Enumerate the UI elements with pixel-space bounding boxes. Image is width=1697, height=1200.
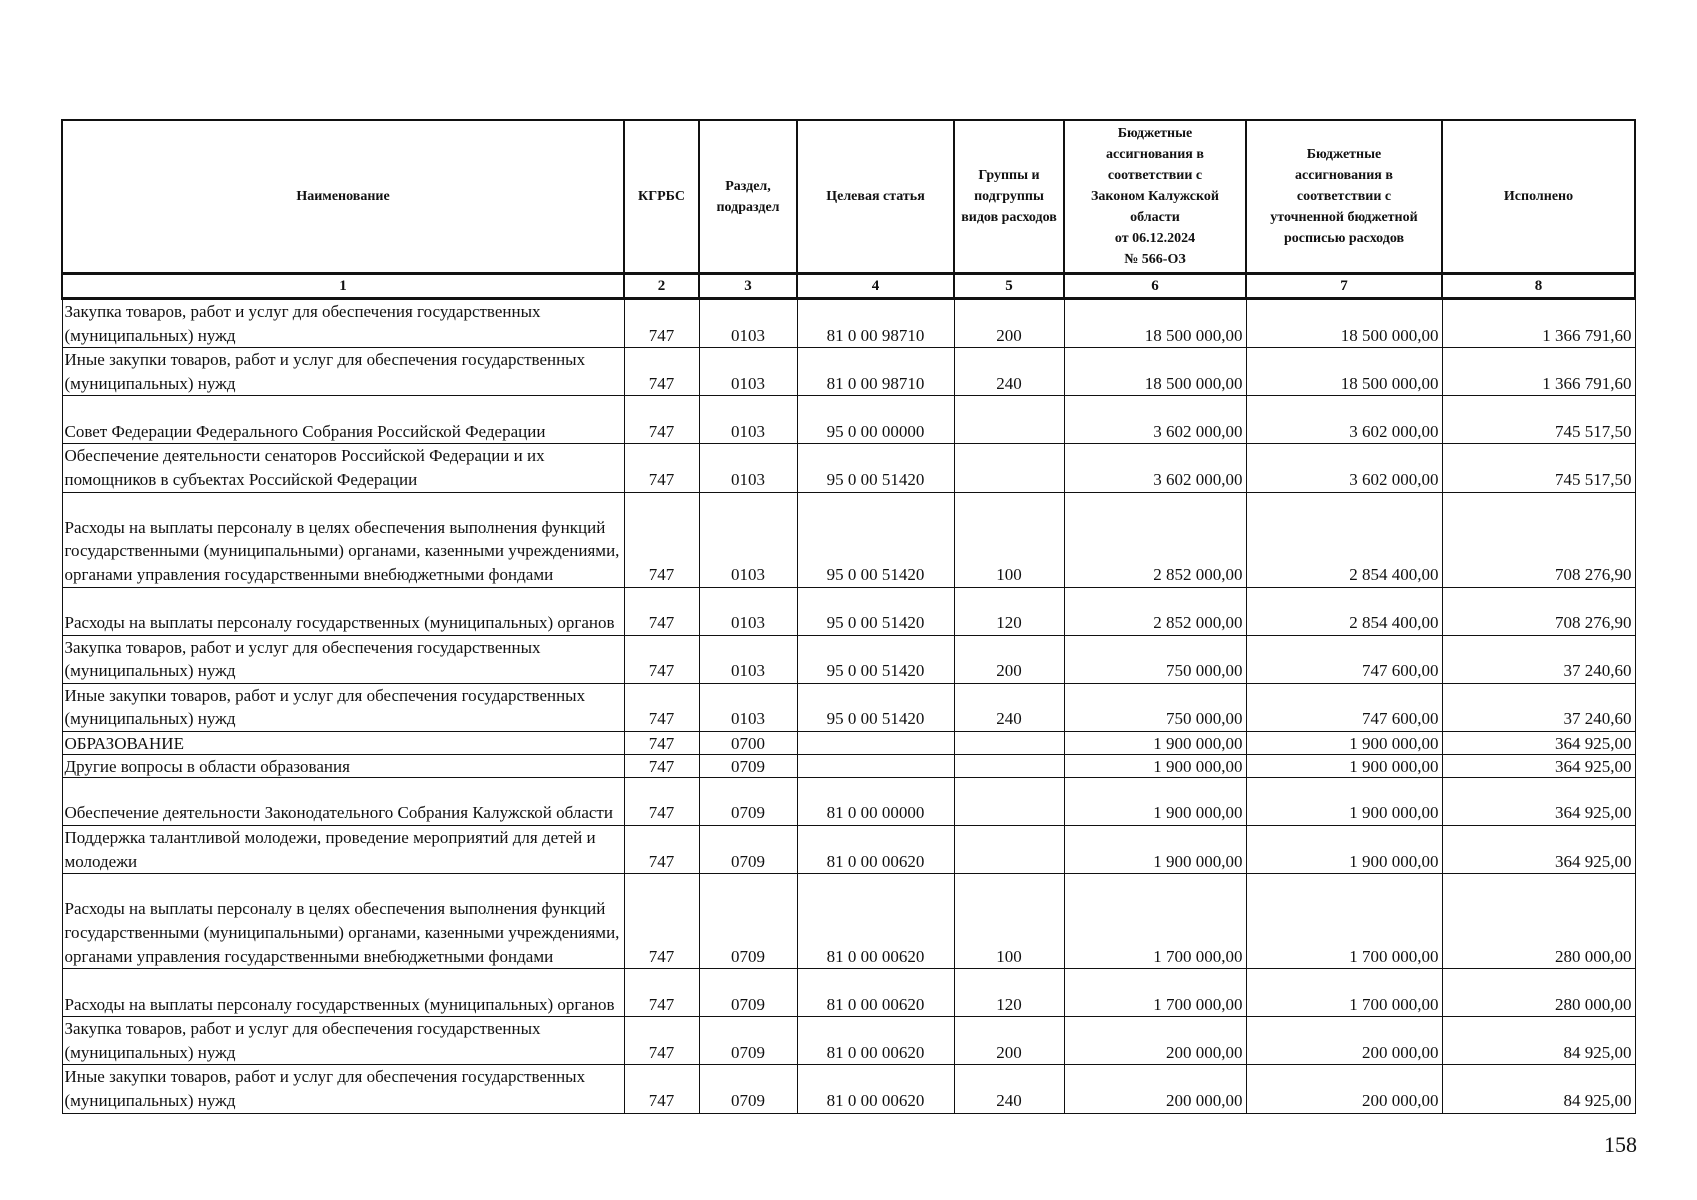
cell-law: 1 700 000,00 — [1064, 969, 1246, 1017]
cell-section: 0103 — [699, 683, 797, 731]
cell-roster: 200 000,00 — [1246, 1017, 1442, 1065]
cell-group — [954, 731, 1064, 754]
header-roster-line: соответствии с — [1296, 189, 1392, 204]
cell-group — [954, 754, 1064, 777]
cell-group: 240 — [954, 1065, 1064, 1113]
cell-law: 3 602 000,00 — [1064, 444, 1246, 492]
cell-law: 1 900 000,00 — [1064, 731, 1246, 754]
cell-name: Закупка товаров, работ и услуг для обеспечения государственных (муниципальных) нужд — [62, 635, 624, 683]
cell-law: 200 000,00 — [1064, 1065, 1246, 1113]
cell-executed: 745 517,50 — [1442, 444, 1635, 492]
table-row — [62, 825, 1635, 873]
table-row — [62, 396, 1635, 444]
cell-group — [954, 444, 1064, 492]
cell-target: 81 0 00 00000 — [797, 777, 954, 825]
cell-target: 95 0 00 00000 — [797, 396, 954, 444]
cell-name: Иные закупки товаров, работ и услуг для обеспечения государственных (муниципальных) нужд — [62, 348, 624, 396]
cell-executed: 1 366 791,60 — [1442, 299, 1635, 348]
cell-section: 0700 — [699, 731, 797, 754]
table-row — [62, 492, 1635, 587]
cell-target: 81 0 00 98710 — [797, 299, 954, 348]
cell-name: Обеспечение деятельности сенаторов Российской Федерации и их помощников в субъектах Российской Федерации — [62, 444, 624, 492]
cell-section: 0103 — [699, 492, 797, 587]
column-number: 8 — [1442, 274, 1635, 299]
cell-name: Закупка товаров, работ и услуг для обеспечения государственных (муниципальных) нужд — [62, 1017, 624, 1065]
cell-executed: 280 000,00 — [1442, 874, 1635, 969]
cell-section: 0709 — [699, 1065, 797, 1113]
cell-kgrbs: 747 — [624, 444, 699, 492]
cell-law: 2 852 000,00 — [1064, 492, 1246, 587]
cell-name: Иные закупки товаров, работ и услуг для обеспечения государственных (муниципальных) нужд — [62, 1065, 624, 1113]
cell-executed: 364 925,00 — [1442, 825, 1635, 873]
table-row — [62, 683, 1635, 731]
cell-kgrbs: 747 — [624, 1017, 699, 1065]
cell-roster: 1 700 000,00 — [1246, 969, 1442, 1017]
cell-name: Другие вопросы в области образования — [62, 754, 624, 777]
table-body — [62, 299, 1635, 1114]
cell-name: ОБРАЗОВАНИЕ — [62, 731, 624, 754]
cell-target: 95 0 00 51420 — [797, 492, 954, 587]
table-row — [62, 731, 1635, 754]
cell-law: 1 900 000,00 — [1064, 754, 1246, 777]
cell-group: 120 — [954, 969, 1064, 1017]
cell-kgrbs: 747 — [624, 299, 699, 348]
budget-table — [61, 119, 1636, 1114]
table-row — [62, 969, 1635, 1017]
cell-kgrbs: 747 — [624, 348, 699, 396]
cell-section: 0103 — [699, 587, 797, 635]
cell-group: 200 — [954, 299, 1064, 348]
cell-group: 120 — [954, 587, 1064, 635]
cell-name: Расходы на выплаты персоналу государственных (муниципальных) органов — [62, 587, 624, 635]
table-row — [62, 635, 1635, 683]
cell-kgrbs: 747 — [624, 754, 699, 777]
table-row — [62, 777, 1635, 825]
header-executed: Исполнено — [1442, 120, 1635, 274]
cell-executed: 84 925,00 — [1442, 1017, 1635, 1065]
header-group: Группы и подгруппы видов расходов — [954, 120, 1064, 274]
cell-law: 1 900 000,00 — [1064, 825, 1246, 873]
cell-executed: 745 517,50 — [1442, 396, 1635, 444]
table-row — [62, 754, 1635, 777]
header-roster-allocations — [1246, 120, 1442, 274]
header-name: Наименование — [62, 120, 624, 274]
column-number: 3 — [699, 274, 797, 299]
cell-target: 95 0 00 51420 — [797, 587, 954, 635]
cell-target: 95 0 00 51420 — [797, 635, 954, 683]
cell-roster: 1 700 000,00 — [1246, 874, 1442, 969]
table-row — [62, 874, 1635, 969]
cell-kgrbs: 747 — [624, 825, 699, 873]
cell-target: 81 0 00 00620 — [797, 825, 954, 873]
cell-name: Обеспечение деятельности Законодательного Собрания Калужской области — [62, 777, 624, 825]
cell-name: Совет Федерации Федерального Собрания Российской Федерации — [62, 396, 624, 444]
cell-name: Иные закупки товаров, работ и услуг для обеспечения государственных (муниципальных) нужд — [62, 683, 624, 731]
cell-name: Закупка товаров, работ и услуг для обеспечения государственных (муниципальных) нужд — [62, 299, 624, 348]
header-roster-line: ассигнования в — [1295, 168, 1393, 183]
cell-group: 100 — [954, 492, 1064, 587]
cell-section: 0709 — [699, 969, 797, 1017]
cell-kgrbs: 747 — [624, 874, 699, 969]
cell-roster: 1 900 000,00 — [1246, 777, 1442, 825]
cell-section: 0103 — [699, 444, 797, 492]
cell-law: 750 000,00 — [1064, 635, 1246, 683]
cell-roster: 2 854 400,00 — [1246, 492, 1442, 587]
cell-law: 1 900 000,00 — [1064, 777, 1246, 825]
header-roster-line: уточненной бюджетной — [1270, 210, 1418, 225]
table-row — [62, 1065, 1635, 1113]
cell-target: 81 0 00 00620 — [797, 874, 954, 969]
cell-target: 81 0 00 00620 — [797, 1065, 954, 1113]
cell-kgrbs: 747 — [624, 396, 699, 444]
cell-roster: 1 900 000,00 — [1246, 825, 1442, 873]
cell-roster: 18 500 000,00 — [1246, 299, 1442, 348]
cell-target: 95 0 00 51420 — [797, 683, 954, 731]
cell-executed: 280 000,00 — [1442, 969, 1635, 1017]
cell-kgrbs: 747 — [624, 683, 699, 731]
cell-kgrbs: 747 — [624, 777, 699, 825]
cell-roster: 1 900 000,00 — [1246, 731, 1442, 754]
table-row — [62, 299, 1635, 348]
cell-section: 0709 — [699, 777, 797, 825]
cell-roster: 747 600,00 — [1246, 683, 1442, 731]
cell-executed: 364 925,00 — [1442, 754, 1635, 777]
cell-section: 0709 — [699, 754, 797, 777]
cell-kgrbs: 747 — [624, 1065, 699, 1113]
cell-kgrbs: 747 — [624, 587, 699, 635]
cell-name: Расходы на выплаты персоналу в целях обеспечения выполнения функций государственными (муниципальными) органами, казенными учреждениями, органами управления государственными внебюджетными фондами — [62, 492, 624, 587]
header-law-line: соответствии с — [1107, 168, 1203, 183]
cell-section: 0103 — [699, 396, 797, 444]
column-number: 6 — [1064, 274, 1246, 299]
table-row — [62, 444, 1635, 492]
cell-group — [954, 777, 1064, 825]
header-law-line: области — [1130, 210, 1180, 225]
cell-executed: 364 925,00 — [1442, 731, 1635, 754]
cell-executed: 37 240,60 — [1442, 683, 1635, 731]
table-header — [62, 120, 1635, 299]
cell-law: 18 500 000,00 — [1064, 299, 1246, 348]
cell-executed: 708 276,90 — [1442, 492, 1635, 587]
cell-target: 95 0 00 51420 — [797, 444, 954, 492]
cell-section: 0103 — [699, 299, 797, 348]
cell-section: 0709 — [699, 1017, 797, 1065]
cell-roster: 18 500 000,00 — [1246, 348, 1442, 396]
cell-executed: 84 925,00 — [1442, 1065, 1635, 1113]
cell-target — [797, 754, 954, 777]
cell-kgrbs: 747 — [624, 635, 699, 683]
cell-group: 200 — [954, 635, 1064, 683]
cell-name: Расходы на выплаты персоналу в целях обеспечения выполнения функций государственными (муниципальными) органами, казенными учреждениями, органами управления государственными внебюджетными фондами — [62, 874, 624, 969]
cell-roster: 747 600,00 — [1246, 635, 1442, 683]
header-law-line: Бюджетные — [1117, 126, 1193, 141]
cell-law: 3 602 000,00 — [1064, 396, 1246, 444]
cell-executed: 1 366 791,60 — [1442, 348, 1635, 396]
header-kgrbs: КГРБС — [624, 120, 699, 274]
cell-roster: 200 000,00 — [1246, 1065, 1442, 1113]
column-number: 7 — [1246, 274, 1442, 299]
column-number-row — [62, 274, 1635, 299]
cell-target: 81 0 00 98710 — [797, 348, 954, 396]
header-row — [62, 120, 1635, 274]
cell-name: Поддержка талантливой молодежи, проведение мероприятий для детей и молодежи — [62, 825, 624, 873]
cell-group: 200 — [954, 1017, 1064, 1065]
cell-section: 0709 — [699, 825, 797, 873]
header-section: Раздел, подраздел — [699, 120, 797, 274]
table-row — [62, 587, 1635, 635]
column-number: 4 — [797, 274, 954, 299]
header-target: Целевая статья — [797, 120, 954, 274]
column-number: 1 — [62, 274, 624, 299]
cell-roster: 1 900 000,00 — [1246, 754, 1442, 777]
cell-law: 200 000,00 — [1064, 1017, 1246, 1065]
cell-law: 750 000,00 — [1064, 683, 1246, 731]
table-row — [62, 348, 1635, 396]
cell-target — [797, 731, 954, 754]
header-law-allocations — [1064, 120, 1246, 274]
cell-kgrbs: 747 — [624, 492, 699, 587]
cell-group: 240 — [954, 683, 1064, 731]
cell-law: 18 500 000,00 — [1064, 348, 1246, 396]
cell-group: 100 — [954, 874, 1064, 969]
cell-law: 2 852 000,00 — [1064, 587, 1246, 635]
cell-kgrbs: 747 — [624, 731, 699, 754]
cell-group: 240 — [954, 348, 1064, 396]
cell-group — [954, 396, 1064, 444]
cell-section: 0103 — [699, 348, 797, 396]
cell-roster: 3 602 000,00 — [1246, 444, 1442, 492]
column-number: 5 — [954, 274, 1064, 299]
header-roster-line: росписью расходов — [1283, 231, 1405, 246]
cell-group — [954, 825, 1064, 873]
cell-executed: 364 925,00 — [1442, 777, 1635, 825]
header-law-line: от 06.12.2024 — [1114, 231, 1196, 246]
column-number: 2 — [624, 274, 699, 299]
cell-law: 1 700 000,00 — [1064, 874, 1246, 969]
header-law-line: Законом Калужской — [1091, 189, 1219, 204]
cell-section: 0103 — [699, 635, 797, 683]
cell-target: 81 0 00 00620 — [797, 969, 954, 1017]
cell-executed: 708 276,90 — [1442, 587, 1635, 635]
table-row — [62, 1017, 1635, 1065]
cell-roster: 3 602 000,00 — [1246, 396, 1442, 444]
page-number: 158 — [1604, 1132, 1637, 1157]
cell-executed: 37 240,60 — [1442, 635, 1635, 683]
cell-name: Расходы на выплаты персоналу государственных (муниципальных) органов — [62, 969, 624, 1017]
header-law-line: ассигнования в — [1106, 147, 1204, 162]
cell-target: 81 0 00 00620 — [797, 1017, 954, 1065]
cell-section: 0709 — [699, 874, 797, 969]
cell-roster: 2 854 400,00 — [1246, 587, 1442, 635]
header-roster-line: Бюджетные — [1306, 147, 1382, 162]
cell-kgrbs: 747 — [624, 969, 699, 1017]
header-law-line: № 566-ОЗ — [1124, 252, 1186, 267]
